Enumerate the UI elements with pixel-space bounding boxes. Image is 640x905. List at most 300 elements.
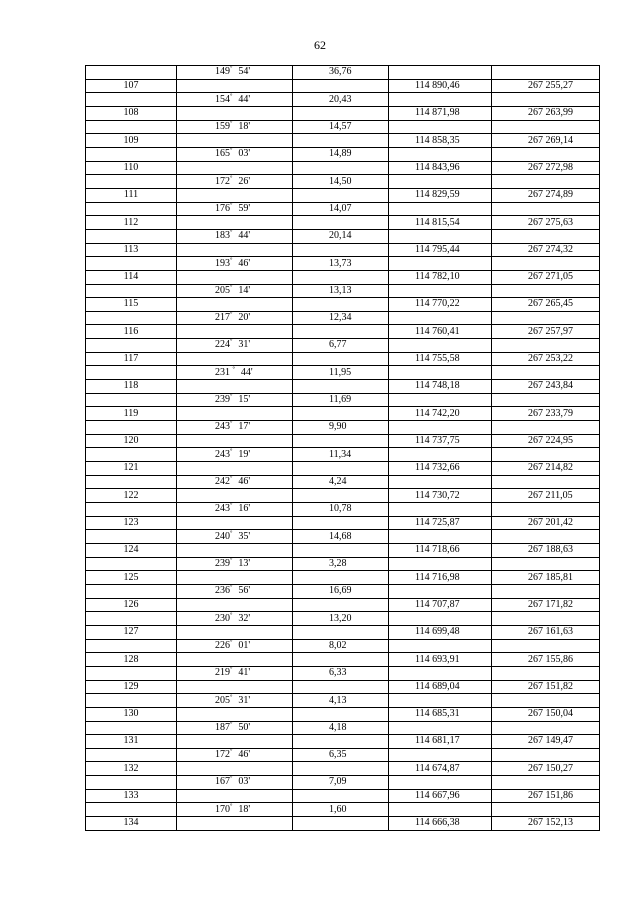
direction-angle <box>177 66 293 80</box>
distance-cell-empty <box>293 625 389 639</box>
page-number: 62 <box>314 38 326 52</box>
point-number-empty <box>86 339 177 353</box>
distance-cell-empty <box>293 516 389 530</box>
point-number: 118 <box>86 380 177 394</box>
direction-angle <box>177 147 293 161</box>
point-number: 113 <box>86 243 177 257</box>
x-coordinate-empty <box>389 339 492 353</box>
y-coordinate: 267 224,95 <box>492 434 600 448</box>
angle-degrees: 243 <box>215 421 230 433</box>
angle-minutes: 13' <box>238 557 251 569</box>
y-coordinate-empty <box>492 257 600 271</box>
y-coordinate-empty <box>492 530 600 544</box>
point-row <box>86 462 600 476</box>
point-number-empty <box>86 202 177 216</box>
y-coordinate-empty <box>492 448 600 462</box>
degree-symbol: ° <box>230 257 233 264</box>
angle-degrees: 172 <box>215 749 230 761</box>
x-coordinate: 114 890,46 <box>389 79 492 93</box>
degree-symbol: ° <box>230 147 233 154</box>
degree-symbol: ° <box>230 175 233 182</box>
y-coordinate-empty <box>492 666 600 680</box>
degree-symbol: ° <box>230 120 233 127</box>
segment-row <box>86 530 600 544</box>
angle-cell-empty <box>177 434 293 448</box>
distance-cell-empty <box>293 462 389 476</box>
coordinates-table-body <box>86 66 600 831</box>
degree-symbol: ° <box>230 803 233 810</box>
segment-row <box>86 694 600 708</box>
point-number-empty <box>86 721 177 735</box>
y-coordinate: 267 185,81 <box>492 571 600 585</box>
x-coordinate-empty <box>389 612 492 626</box>
angle-degrees: 217 <box>215 312 230 324</box>
distance-cell-empty <box>293 762 389 776</box>
distance-cell-empty <box>293 571 389 585</box>
x-coordinate: 114 666,38 <box>389 817 492 831</box>
point-row <box>86 789 600 803</box>
point-number: 130 <box>86 707 177 721</box>
angle-cell-empty <box>177 598 293 612</box>
degree-symbol: ° <box>230 421 233 428</box>
point-number-empty <box>86 448 177 462</box>
y-coordinate: 267 161,63 <box>492 625 600 639</box>
distance: 20,43 <box>293 93 389 107</box>
angle-minutes: 46' <box>238 749 251 761</box>
y-coordinate-empty <box>492 229 600 243</box>
y-coordinate: 267 149,47 <box>492 735 600 749</box>
distance: 1,60 <box>293 803 389 817</box>
x-coordinate: 114 829,59 <box>389 188 492 202</box>
segment-row <box>86 584 600 598</box>
point-number: 111 <box>86 188 177 202</box>
angle-degrees: 236 <box>215 585 230 597</box>
point-row <box>86 407 600 421</box>
distance: 6,35 <box>293 748 389 762</box>
point-number-empty <box>86 93 177 107</box>
point-number-empty <box>86 557 177 571</box>
x-coordinate-empty <box>389 311 492 325</box>
angle-degrees: 187 <box>215 721 230 733</box>
y-coordinate: 267 211,05 <box>492 489 600 503</box>
degree-symbol: ° <box>230 557 233 564</box>
direction-angle <box>177 503 293 517</box>
segment-row <box>86 721 600 735</box>
segment-row <box>86 257 600 271</box>
angle-minutes: 26' <box>238 175 251 187</box>
segment-row <box>86 66 600 80</box>
angle-minutes: 44' <box>238 93 251 105</box>
segment-row <box>86 666 600 680</box>
angle-cell-empty <box>177 735 293 749</box>
angle-degrees: 230 <box>215 612 230 624</box>
point-number: 114 <box>86 270 177 284</box>
y-coordinate-empty <box>492 284 600 298</box>
segment-row <box>86 776 600 790</box>
direction-angle <box>177 721 293 735</box>
x-coordinate-empty <box>389 202 492 216</box>
x-coordinate: 114 707,87 <box>389 598 492 612</box>
distance-cell-empty <box>293 817 389 831</box>
degree-symbol: ° <box>230 666 233 673</box>
distance-cell-empty <box>293 188 389 202</box>
distance: 12,34 <box>293 311 389 325</box>
y-coordinate: 267 155,86 <box>492 653 600 667</box>
x-coordinate-empty <box>389 93 492 107</box>
distance: 36,76 <box>293 66 389 80</box>
angle-cell-empty <box>177 516 293 530</box>
segment-row <box>86 475 600 489</box>
point-number-empty <box>86 584 177 598</box>
point-row <box>86 817 600 831</box>
angle-cell-empty <box>177 216 293 230</box>
degree-symbol: ° <box>230 202 233 209</box>
y-coordinate-empty <box>492 694 600 708</box>
distance: 6,77 <box>293 339 389 353</box>
x-coordinate-empty <box>389 639 492 653</box>
point-number-empty <box>86 503 177 517</box>
angle-degrees: 176 <box>215 202 230 214</box>
point-number-empty <box>86 776 177 790</box>
angle-cell-empty <box>177 571 293 585</box>
segment-row <box>86 284 600 298</box>
angle-degrees: 243 <box>215 503 230 515</box>
y-coordinate: 267 151,86 <box>492 789 600 803</box>
direction-angle <box>177 776 293 790</box>
direction-angle <box>177 448 293 462</box>
point-row <box>86 243 600 257</box>
y-coordinate: 267 233,79 <box>492 407 600 421</box>
point-number-empty <box>86 120 177 134</box>
angle-minutes: 19' <box>238 448 251 460</box>
y-coordinate: 267 188,63 <box>492 543 600 557</box>
point-number: 133 <box>86 789 177 803</box>
direction-angle <box>177 530 293 544</box>
x-coordinate: 114 681,17 <box>389 735 492 749</box>
x-coordinate-empty <box>389 748 492 762</box>
angle-minutes: 44' <box>240 366 253 378</box>
direction-angle <box>177 202 293 216</box>
point-row <box>86 161 600 175</box>
y-coordinate: 267 255,27 <box>492 79 600 93</box>
distance: 6,33 <box>293 666 389 680</box>
x-coordinate: 114 782,10 <box>389 270 492 284</box>
distance-cell-empty <box>293 789 389 803</box>
x-coordinate-empty <box>389 257 492 271</box>
x-coordinate-empty <box>389 284 492 298</box>
angle-minutes: 41' <box>238 667 251 679</box>
y-coordinate-empty <box>492 393 600 407</box>
point-number: 124 <box>86 543 177 557</box>
point-number: 129 <box>86 680 177 694</box>
degree-symbol: ° <box>230 721 233 728</box>
distance-cell-empty <box>293 707 389 721</box>
direction-angle <box>177 393 293 407</box>
point-number: 117 <box>86 352 177 366</box>
point-row <box>86 298 600 312</box>
distance: 14,68 <box>293 530 389 544</box>
segment-row <box>86 639 600 653</box>
x-coordinate: 114 858,35 <box>389 134 492 148</box>
angle-minutes: 54' <box>238 66 251 78</box>
point-number-empty <box>86 421 177 435</box>
angle-cell-empty <box>177 325 293 339</box>
x-coordinate-empty <box>389 584 492 598</box>
x-coordinate-empty <box>389 694 492 708</box>
angle-minutes: 16' <box>238 503 251 515</box>
point-row <box>86 571 600 585</box>
angle-degrees: 242 <box>215 476 230 488</box>
point-number: 109 <box>86 134 177 148</box>
angle-degrees: 231 <box>215 366 233 378</box>
x-coordinate: 114 730,72 <box>389 489 492 503</box>
segment-row <box>86 421 600 435</box>
angle-degrees: 205 <box>215 694 230 706</box>
point-number-empty <box>86 393 177 407</box>
x-coordinate: 114 685,31 <box>389 707 492 721</box>
segment-row <box>86 311 600 325</box>
direction-angle <box>177 694 293 708</box>
y-coordinate: 267 269,14 <box>492 134 600 148</box>
angle-cell-empty <box>177 352 293 366</box>
angle-cell-empty <box>177 243 293 257</box>
x-coordinate-empty <box>389 776 492 790</box>
segment-row <box>86 202 600 216</box>
point-row <box>86 434 600 448</box>
degree-symbol: ° <box>230 284 233 291</box>
x-coordinate: 114 718,66 <box>389 543 492 557</box>
distance-cell-empty <box>293 735 389 749</box>
x-coordinate: 114 871,98 <box>389 106 492 120</box>
degree-symbol: ° <box>230 503 233 509</box>
point-number: 108 <box>86 106 177 120</box>
angle-cell-empty <box>177 543 293 557</box>
y-coordinate-empty <box>492 175 600 189</box>
direction-angle <box>177 229 293 243</box>
angle-minutes: 46' <box>238 476 251 488</box>
distance-cell-empty <box>293 216 389 230</box>
distance-cell-empty <box>293 325 389 339</box>
degree-symbol: ° <box>230 66 233 72</box>
y-coordinate: 267 150,04 <box>492 707 600 721</box>
distance-cell-empty <box>293 653 389 667</box>
x-coordinate: 114 716,98 <box>389 571 492 585</box>
segment-row <box>86 366 600 380</box>
distance: 14,89 <box>293 147 389 161</box>
distance: 13,13 <box>293 284 389 298</box>
point-number: 123 <box>86 516 177 530</box>
x-coordinate-empty <box>389 803 492 817</box>
segment-row <box>86 175 600 189</box>
y-coordinate: 267 214,82 <box>492 462 600 476</box>
distance: 4,24 <box>293 475 389 489</box>
direction-angle <box>177 366 293 380</box>
degree-symbol: ° <box>230 694 233 701</box>
angle-cell-empty <box>177 707 293 721</box>
angle-degrees: 159 <box>215 120 230 132</box>
x-coordinate-empty <box>389 475 492 489</box>
x-coordinate-empty <box>389 229 492 243</box>
point-number: 120 <box>86 434 177 448</box>
segment-row <box>86 393 600 407</box>
distance: 13,20 <box>293 612 389 626</box>
distance-cell-empty <box>293 680 389 694</box>
degree-symbol: ° <box>232 366 235 373</box>
distance-cell-empty <box>293 380 389 394</box>
y-coordinate: 267 274,32 <box>492 243 600 257</box>
x-coordinate: 114 699,48 <box>389 625 492 639</box>
y-coordinate-empty <box>492 93 600 107</box>
angle-degrees: 183 <box>215 230 230 242</box>
point-row <box>86 707 600 721</box>
point-number-empty <box>86 803 177 817</box>
degree-symbol: ° <box>230 229 233 236</box>
direction-angle <box>177 612 293 626</box>
angle-cell-empty <box>177 762 293 776</box>
segment-row <box>86 339 600 353</box>
point-row <box>86 188 600 202</box>
distance: 14,57 <box>293 120 389 134</box>
distance-cell-empty <box>293 543 389 557</box>
point-number-empty <box>86 284 177 298</box>
y-coordinate-empty <box>492 202 600 216</box>
segment-row <box>86 503 600 517</box>
x-coordinate: 114 732,66 <box>389 462 492 476</box>
angle-cell-empty <box>177 625 293 639</box>
point-number: 115 <box>86 298 177 312</box>
angle-cell-empty <box>177 270 293 284</box>
y-coordinate-empty <box>492 803 600 817</box>
y-coordinate-empty <box>492 776 600 790</box>
angle-cell-empty <box>177 817 293 831</box>
point-row <box>86 598 600 612</box>
x-coordinate: 114 843,96 <box>389 161 492 175</box>
segment-row <box>86 748 600 762</box>
x-coordinate-empty <box>389 66 492 80</box>
segment-row <box>86 93 600 107</box>
x-coordinate-empty <box>389 666 492 680</box>
degree-symbol: ° <box>230 311 233 318</box>
point-number: 127 <box>86 625 177 639</box>
y-coordinate: 267 150,27 <box>492 762 600 776</box>
distance-cell-empty <box>293 79 389 93</box>
x-coordinate: 114 770,22 <box>389 298 492 312</box>
point-number-empty <box>86 147 177 161</box>
angle-degrees: 226 <box>215 639 230 651</box>
angle-minutes: 18' <box>238 120 251 132</box>
point-row <box>86 653 600 667</box>
point-number: 119 <box>86 407 177 421</box>
y-coordinate-empty <box>492 147 600 161</box>
point-number-empty <box>86 694 177 708</box>
y-coordinate: 267 275,63 <box>492 216 600 230</box>
x-coordinate: 114 748,18 <box>389 380 492 394</box>
direction-angle <box>177 311 293 325</box>
x-coordinate: 114 760,41 <box>389 325 492 339</box>
angle-degrees: 172 <box>215 175 230 187</box>
degree-symbol: ° <box>230 584 233 591</box>
point-row <box>86 106 600 120</box>
point-number-empty <box>86 175 177 189</box>
degree-symbol: ° <box>230 339 233 346</box>
distance: 3,28 <box>293 557 389 571</box>
angle-degrees: 165 <box>215 148 230 160</box>
x-coordinate: 114 674,87 <box>389 762 492 776</box>
direction-angle <box>177 175 293 189</box>
angle-cell-empty <box>177 653 293 667</box>
angle-minutes: 18' <box>238 803 251 815</box>
distance-cell-empty <box>293 407 389 421</box>
distance-cell-empty <box>293 352 389 366</box>
point-row <box>86 216 600 230</box>
x-coordinate-empty <box>389 448 492 462</box>
point-row <box>86 762 600 776</box>
distance: 8,02 <box>293 639 389 653</box>
point-number: 121 <box>86 462 177 476</box>
x-coordinate-empty <box>389 175 492 189</box>
direction-angle <box>177 475 293 489</box>
y-coordinate-empty <box>492 748 600 762</box>
angle-cell-empty <box>177 298 293 312</box>
distance-cell-empty <box>293 243 389 257</box>
angle-minutes: 17' <box>238 421 251 433</box>
distance-cell-empty <box>293 270 389 284</box>
x-coordinate: 114 755,58 <box>389 352 492 366</box>
point-number: 110 <box>86 161 177 175</box>
y-coordinate: 267 271,05 <box>492 270 600 284</box>
distance: 7,09 <box>293 776 389 790</box>
angle-minutes: 31' <box>238 694 251 706</box>
distance: 10,78 <box>293 503 389 517</box>
point-number: 125 <box>86 571 177 585</box>
angle-cell-empty <box>177 407 293 421</box>
point-row <box>86 735 600 749</box>
distance-cell-empty <box>293 134 389 148</box>
angle-degrees: 167 <box>215 776 230 788</box>
x-coordinate-empty <box>389 366 492 380</box>
point-row <box>86 680 600 694</box>
x-coordinate: 114 742,20 <box>389 407 492 421</box>
point-number: 122 <box>86 489 177 503</box>
segment-row <box>86 803 600 817</box>
segment-row <box>86 557 600 571</box>
y-coordinate-empty <box>492 721 600 735</box>
segment-row <box>86 612 600 626</box>
segment-row <box>86 448 600 462</box>
angle-cell-empty <box>177 462 293 476</box>
distance-cell-empty <box>293 489 389 503</box>
angle-minutes: 46' <box>238 257 251 269</box>
direction-angle <box>177 803 293 817</box>
distance-cell-empty <box>293 298 389 312</box>
point-number-empty <box>86 257 177 271</box>
point-row <box>86 134 600 148</box>
y-coordinate: 267 272,98 <box>492 161 600 175</box>
y-coordinate: 267 274,89 <box>492 188 600 202</box>
point-number: 116 <box>86 325 177 339</box>
y-coordinate: 267 253,22 <box>492 352 600 366</box>
angle-cell-empty <box>177 188 293 202</box>
y-coordinate-empty <box>492 557 600 571</box>
direction-angle <box>177 421 293 435</box>
angle-degrees: 170 <box>215 803 230 815</box>
angle-degrees: 219 <box>215 667 230 679</box>
point-row <box>86 352 600 366</box>
distance: 14,07 <box>293 202 389 216</box>
y-coordinate-empty <box>492 639 600 653</box>
distance-cell-empty <box>293 161 389 175</box>
point-number-empty <box>86 229 177 243</box>
